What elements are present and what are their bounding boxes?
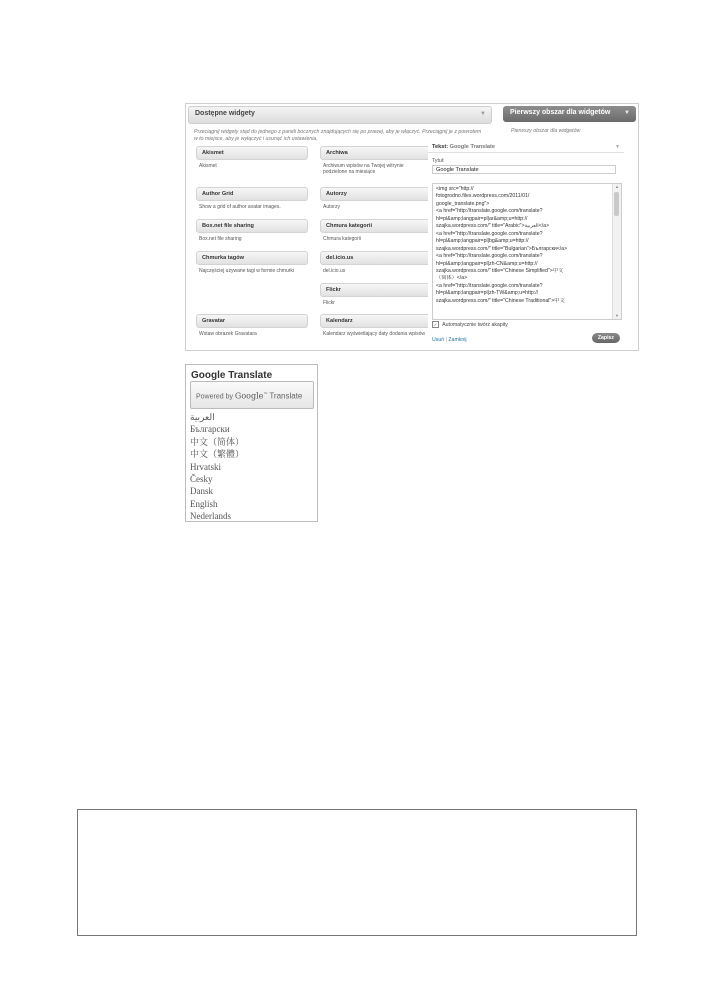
autop-option[interactable] — [432, 321, 508, 328]
scroll-down-icon[interactable]: ▼ — [615, 313, 619, 318]
code-line: <a href="http://translate.google.com/translate? — [436, 253, 543, 260]
available-widgets-description: Przeciągnij widgety stąd do jednego z paneli bocznych znajdujących się po prawej, aby je włączyć. Przeciągnij je z powrotem w to miejsce, aby je wyłączyć i usunąć ich ustawienia. — [194, 129, 482, 142]
code-line: fotogrodno.files.wordpress.com/2011/01/ — [436, 193, 530, 200]
save-button[interactable]: Zapisz — [592, 333, 620, 343]
widget-description: Flickr — [323, 300, 335, 306]
textarea-scrollbar[interactable] — [612, 184, 621, 319]
widget-title[interactable]: Chmurka tagów — [196, 251, 308, 265]
language-link[interactable]: Dansk — [190, 486, 213, 497]
sidebar-widget-area — [503, 106, 636, 134]
code-line: （简体）</a> — [436, 275, 468, 282]
widget-item[interactable] — [320, 283, 432, 306]
google-logo: Google — [234, 391, 264, 401]
widget-description: Chmura kategorii — [323, 236, 362, 242]
translate-label: Translate — [269, 391, 303, 401]
empty-frame — [77, 809, 637, 936]
code-line: hl=pl&amp;langpair=pl|zh-TW&amp;u=http:// — [436, 290, 539, 297]
code-line: szajka.wordpress.com/" title="Bulgarian">Български</a> — [436, 245, 568, 252]
code-line: <a href="http://translate.google.com/translate? — [436, 230, 543, 237]
widget-title[interactable]: Akismet — [196, 146, 308, 160]
widget-item[interactable] — [320, 314, 432, 337]
code-line: hl=pl&amp;langpair=pl|zh-CN&amp;u=http:// — [436, 260, 538, 267]
widget-action-links — [432, 337, 467, 343]
widget-description: Box.net file sharing — [199, 236, 242, 242]
language-link[interactable]: Česky — [190, 474, 213, 485]
scroll-up-icon[interactable]: ▲ — [615, 184, 619, 189]
trademark-sign: ™ — [263, 391, 268, 396]
code-line: szajka.wordpress.com/" title="Arabic">العربية</a> — [436, 223, 550, 230]
widget-item[interactable] — [320, 219, 432, 242]
google-translate-widget — [185, 364, 318, 522]
widget-item[interactable] — [196, 187, 308, 210]
language-link[interactable]: 中文（简体） — [190, 436, 245, 447]
widget-description: Kalendarz wyświetlający daty dodania wpisów — [323, 331, 425, 337]
code-line: <a href="http://translate.google.com/translate? — [436, 208, 543, 215]
widget-description: Autorzy — [323, 204, 340, 210]
title-input[interactable]: Google Translate — [432, 165, 616, 174]
widget-description: Show a grid of author avatar images. — [199, 204, 281, 210]
collapse-arrow-icon[interactable]: ▼ — [480, 111, 486, 117]
powered-by-text — [196, 391, 302, 400]
language-link[interactable]: Nederlands — [190, 511, 231, 522]
delete-link[interactable]: Usuń — [432, 337, 445, 343]
language-link[interactable]: 中文（繁體） — [190, 449, 245, 460]
available-widgets-title: Dostępne widgety — [195, 110, 255, 117]
widget-title[interactable]: Box.net file sharing — [196, 219, 308, 233]
widget-title[interactable]: Gravatar — [196, 314, 308, 328]
widget-instance-name: Google Translate — [449, 144, 496, 150]
language-link[interactable]: العربية — [190, 412, 215, 422]
widget-title[interactable]: Author Grid — [196, 187, 308, 201]
widget-type-label: Tekst: — [432, 144, 449, 150]
widget-description: Najczęściej używane tagi w formie chmurki — [199, 268, 295, 274]
widget-content-textarea[interactable] — [432, 183, 622, 320]
widgets-admin-screenshot — [185, 103, 639, 351]
widget-item[interactable] — [320, 146, 432, 176]
widget-description: Akismet — [199, 163, 217, 169]
widget-description: Archiwum wpisów na Twojej witrynie podzielone na miesiące — [323, 163, 404, 176]
language-list — [190, 411, 244, 523]
autop-checkbox[interactable]: ✓ — [433, 322, 438, 327]
powered-by-google-translate-banner[interactable] — [190, 381, 314, 409]
widget-item[interactable] — [196, 251, 308, 274]
widget-title[interactable]: Kalendarz — [320, 314, 432, 328]
widget-item[interactable] — [320, 187, 432, 210]
code-line: hl=pl&amp;langpair=pl|bg&amp;u=http:// — [436, 238, 529, 245]
available-widgets-header[interactable] — [188, 106, 492, 124]
sidebar-area-header[interactable] — [503, 106, 636, 122]
widget-title[interactable]: del.icio.us — [320, 251, 432, 265]
widget-item[interactable] — [320, 251, 432, 274]
language-link[interactable]: English — [190, 498, 218, 509]
autop-label: Automatycznie twórz akapity — [442, 321, 508, 328]
widget-item[interactable] — [196, 219, 308, 242]
title-field-label: Tytuł: — [432, 158, 445, 164]
code-line: hl=pl&amp;langpair=pl|ar&amp;u=http:// — [436, 215, 528, 222]
collapse-arrow-icon[interactable]: ▼ — [615, 144, 620, 150]
collapse-arrow-icon[interactable]: ▼ — [624, 110, 630, 116]
code-line: <img src="http:// — [436, 186, 474, 192]
link-separator: | — [445, 337, 447, 343]
sidebar-area-description: Pierwszy obszar dla widgetów — [511, 128, 581, 134]
powered-by-label: Powered by — [196, 393, 233, 401]
close-link[interactable]: Zamknij — [448, 337, 467, 343]
code-line: szajka.wordpress.com/" title="Chinese Simplified">中文 — [436, 267, 564, 274]
code-lines — [436, 186, 608, 305]
widget-title[interactable]: Chmura kategorii — [320, 219, 432, 233]
scroll-thumb[interactable] — [614, 192, 619, 216]
widget-item[interactable] — [196, 314, 308, 337]
code-line: <a href="http://translate.google.com/translate? — [436, 282, 543, 289]
code-line: szajka.wordpress.com/" title="Chinese Traditional">中文 — [436, 297, 565, 304]
widget-description: Wstaw obrazek Gravatara — [199, 331, 257, 337]
widget-title: Google Translate — [191, 370, 273, 381]
widget-title[interactable]: Archiwa — [320, 146, 432, 160]
text-widget-editor — [428, 142, 624, 346]
language-link[interactable]: Български — [190, 424, 230, 435]
sidebar-area-title: Pierwszy obszar dla widgetów — [510, 109, 611, 116]
text-widget-header[interactable] — [428, 142, 624, 153]
widget-item[interactable] — [196, 146, 308, 169]
widget-title[interactable]: Autorzy — [320, 187, 432, 201]
code-line: google_translate.png"> — [436, 200, 490, 207]
widget-description: del.icio.us — [323, 268, 346, 274]
language-link[interactable]: Hrvatski — [190, 461, 221, 472]
widget-title[interactable]: Flickr — [320, 283, 432, 297]
